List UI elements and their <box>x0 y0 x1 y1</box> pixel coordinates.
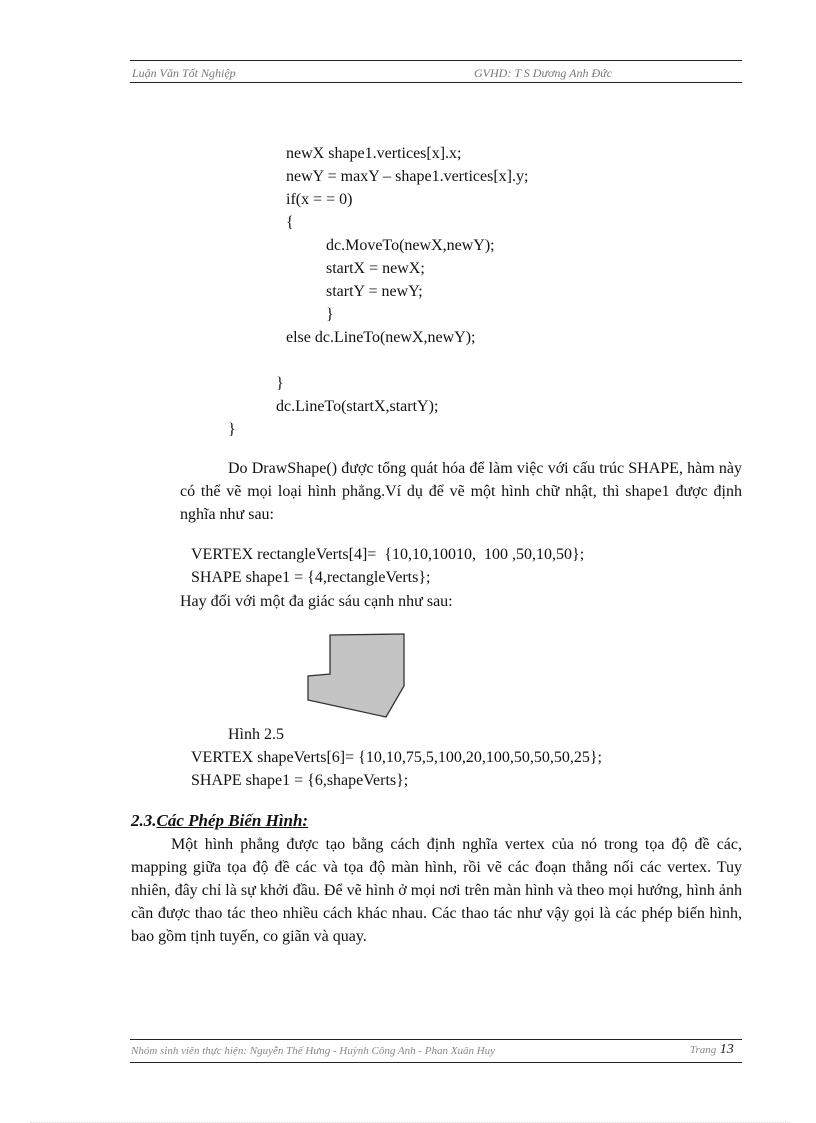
code-line: VERTEX rectangleVerts[4]= {10,10,10010, 100 ,50,10,50}; <box>191 546 585 563</box>
code-line: VERTEX shapeVerts[6]= {10,10,75,5,100,20,100,50,50,50,25}; <box>191 749 602 766</box>
hexagon-shape <box>308 634 404 717</box>
code-line: startX = newX; <box>326 260 425 277</box>
footer-page <box>690 1042 734 1058</box>
section-title: Các Phép Biến Hình: <box>156 811 309 830</box>
code-line: dc.LineTo(startX,startY); <box>276 398 439 415</box>
header-top-rule <box>130 60 742 61</box>
header-right: GVHD: T S Dương Anh Đức <box>474 66 613 80</box>
code-line: { <box>286 214 294 231</box>
code-line: SHAPE shape1 = {4,rectangleVerts}; <box>191 569 431 586</box>
code-line: if(x = = 0) <box>286 191 353 208</box>
header-left: Luận Văn Tốt Nghiệp <box>132 66 236 80</box>
section-heading <box>131 811 308 831</box>
footer-bottom-rule <box>130 1062 742 1063</box>
code-line: } <box>228 421 236 438</box>
footer-authors: Nhóm sinh viên thực hiện: Nguyễn Thế Hưng - Huỳnh Công Anh - Phan Xuân Huy <box>131 1045 496 1057</box>
footer-page-number: 13 <box>719 1042 734 1057</box>
code-line: newX shape1.vertices[x].x; <box>286 145 462 162</box>
section-number: 2.3. <box>131 811 157 830</box>
figure-hexagon <box>300 630 412 722</box>
code-line: startY = newY; <box>326 283 423 300</box>
footer-rule <box>130 1039 742 1040</box>
footer-page-label: Trang <box>690 1044 717 1056</box>
body-paragraph-drawshape: Do DrawShape() được tổng quát hóa để làm việc với cấu trúc SHAPE, hàm này có thể vẽ mọi loại hình phẳng.Ví dụ để vẽ một hình chữ nhật, thì shape1 được định nghĩa như sau: <box>180 460 742 523</box>
code-line: dc.MoveTo(newX,newY); <box>326 237 495 254</box>
figure-caption: Hình 2.5 <box>228 726 284 743</box>
code-line: SHAPE shape1 = {6,shapeVerts}; <box>191 772 409 789</box>
code-line: newY = maxY – shape1.vertices[x].y; <box>286 168 529 185</box>
code-line: } <box>326 306 334 323</box>
code-line: } <box>276 375 284 392</box>
body-paragraph-transformations: Một hình phẳng được tạo bằng cách định nghĩa vertex của nó trong tọa độ đề các, mapping giữa tọa độ đề các và tọa độ màn hình, rồi vẽ các đoạn thẳng nối các vertex. Tuy nhiên, đây chỉ là sự khởi đầu. Để vẽ hình ở mọi nơi trên màn hình và theo mọi hướng, hình ảnh cần được thao tác theo nhiều cách khác nhau. Các thao tác như vậy gọi là các phép biến hình, bao gồm tịnh tuyến, co giãn và quay. <box>131 836 742 945</box>
header-bottom-rule <box>130 82 742 83</box>
code-line: else dc.LineTo(newX,newY); <box>286 329 476 346</box>
hexagon-intro-text: Hay đối với một đa giác sáu cạnh như sau: <box>180 593 453 610</box>
